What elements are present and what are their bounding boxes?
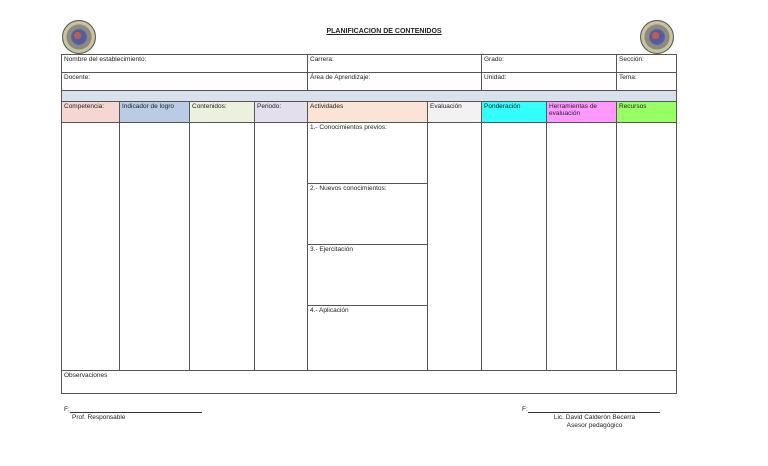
observations-label: Observaciones [64,372,108,379]
header-indicador: Indicador de logro [120,102,190,123]
document-title: PLANIFICACION DE CONTENIDOS [326,28,442,35]
activity-label: 2.- Nuevos conocimientos: [310,185,387,192]
teacher-label: Docente: [64,74,91,81]
signature-right [522,406,667,429]
periodo-cell[interactable] [255,123,308,371]
activity-box[interactable] [308,245,427,306]
unit-label: Unidad: [484,74,507,81]
herramientas-cell[interactable] [547,123,617,371]
header-actividades: Actividades [308,102,428,123]
header-periodo: Periodo: [255,102,308,123]
separator-band [62,91,677,102]
signature-caption: Prof. Responsable [72,414,126,421]
grade-field[interactable] [482,55,617,73]
career-field[interactable] [308,55,482,73]
activity-label: 4.- Aplicación [310,307,349,314]
signature-prefix: F: [522,406,528,413]
section-field[interactable] [617,55,677,73]
header-recursos: Recursos [617,102,677,123]
competencia-cell[interactable] [62,123,120,371]
planning-form [61,54,677,394]
header-contenidos: Contenidos: [190,102,255,123]
recursos-cell[interactable] [617,123,677,371]
school-seal-icon [62,20,96,54]
establishment-label: Nombre del establecimiento: [64,56,147,63]
topic-label: Tema: [619,74,637,81]
header-herramientas: Herramientas de evaluación [547,102,617,123]
teacher-field[interactable] [62,73,308,91]
signature-caption-role: Asesor pedagógico [566,422,623,429]
header-evaluacion: Evaluación [428,102,482,123]
signature-left [64,406,202,421]
grade-label: Grado: [484,56,504,63]
activity-box[interactable] [308,306,427,367]
signature-caption-name: Lic. David Calderón Becerra [553,414,636,421]
activity-label: 1.- Conocimientos previos: [310,124,387,131]
activity-box[interactable] [308,123,427,184]
section-label: Sección: [619,56,644,63]
unit-field[interactable] [482,73,617,91]
school-seal-icon [640,20,674,54]
signature-line[interactable] [70,406,202,413]
header-ponderacion: Ponderación [482,102,547,123]
topic-field[interactable] [617,73,677,91]
area-field[interactable] [308,73,482,91]
establishment-field[interactable] [62,55,308,73]
area-label: Área de Aprendizaje: [310,74,371,81]
header-competencia: Competencia: [62,102,120,123]
evaluacion-cell[interactable] [428,123,482,371]
signature-prefix: F: [64,406,70,413]
observations-field[interactable] [62,371,677,394]
contenidos-cell[interactable] [190,123,255,371]
activity-label: 3.- Ejercitación [310,246,353,253]
ponderacion-cell[interactable] [482,123,547,371]
activity-box[interactable] [308,184,427,245]
career-label: Carrera: [310,56,334,63]
signature-line[interactable] [528,406,660,413]
indicador-cell[interactable] [120,123,190,371]
actividades-cell [308,123,428,371]
